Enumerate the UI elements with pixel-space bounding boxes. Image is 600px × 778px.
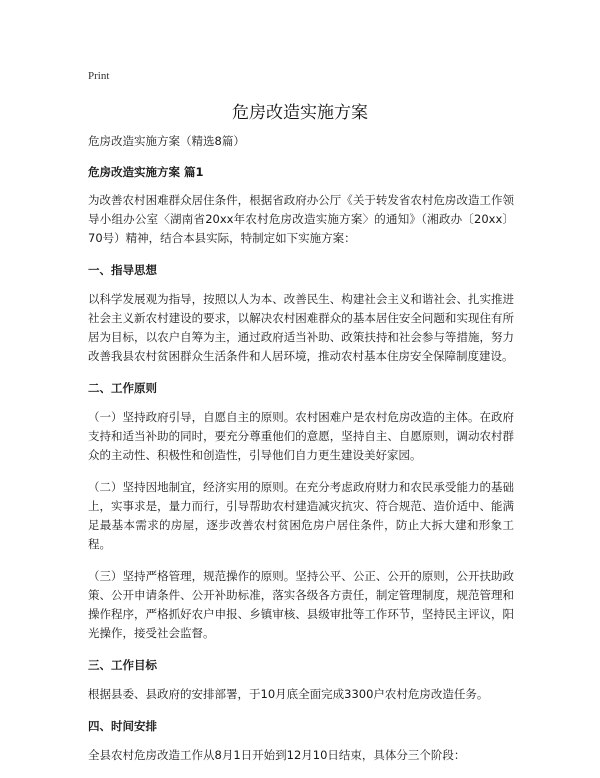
section-text-guiding: 以科学发展观为指导，按照以人为本、改善民生、构建社会主义和谐社会、扎实推进社会主义新农村建设的要求，以解决农村困难群众的基本居住安全问题和实现住有所居为目标，以农户自筹为主，通过政府适当补助、政策扶持和社会参与等措施，努力改善我县农村贫困群众生活条件和人居环境，推动农村基本住房安全保障制度建设。 — [88, 292, 514, 363]
section-heading-guiding: 一、指导思想 — [88, 263, 157, 277]
principle-item-1: （一）坚持政府引导，自愿自主的原则。农村困难户是农村危房改造的主体。在政府支持和适当补助的同时，要充分尊重他们的意愿，坚持自主、自愿原则，调动农村群众的主动性、积极性和创造性，引导他们自力更生建设美好家园。 — [88, 410, 514, 462]
section-text-schedule: 全县农村危房改造工作从8月1日开始到12月10日结束，具体分三个阶段： — [88, 748, 466, 762]
section-heading-principles: 二、工作原则 — [88, 381, 157, 395]
principle-item-2: （二）坚持因地制宜，经济实用的原则。在充分考虑政府财力和农民承受能力的基础上，实事求是，量力而行，引导帮助农村建造减灾抗灾、符合规范、造价适中、能满足最基本需求的房屋，逐步改善农村贫困危房户居住条件，防止大拆大建和形象工程。 — [88, 480, 514, 551]
document-subtitle: 危房改造实施方案（精选8篇） — [88, 134, 245, 148]
section-text-goal: 根据县委、县政府的安排部署，于10月底全面完成3300户农村危房改造任务。 — [88, 687, 489, 701]
section-heading-schedule: 四、时间安排 — [88, 719, 157, 733]
article-heading: 危房改造实施方案 篇1 — [88, 165, 204, 179]
intro-paragraph: 为改善农村困难群众居住条件，根据省政府办公厅《关于转发省农村危房改造工作领导小组办公室〈湖南省20xx年农村危房改造实施方案〉的通知》（湘政办〔20xx〕70号）精神，结合本县实际，特制定如下实施方案： — [88, 193, 514, 245]
document-title: 危房改造实施方案 — [232, 103, 368, 123]
document-body — [88, 132, 514, 778]
principle-item-3: （三）坚持严格管理，规范操作的原则。坚持公平、公正、公开的原则，公开扶助政策、公开申请条件、公开补助标准，落实各级各方责任，制定管理制度，规范管理和操作程序，严格抓好农户申报、乡镇审核、县级审批等工作环节，坚持民主评议，阳光操作，接受社会监督。 — [88, 569, 514, 640]
section-heading-goal: 三、工作目标 — [88, 658, 157, 672]
print-label[interactable]: Print — [88, 70, 110, 82]
